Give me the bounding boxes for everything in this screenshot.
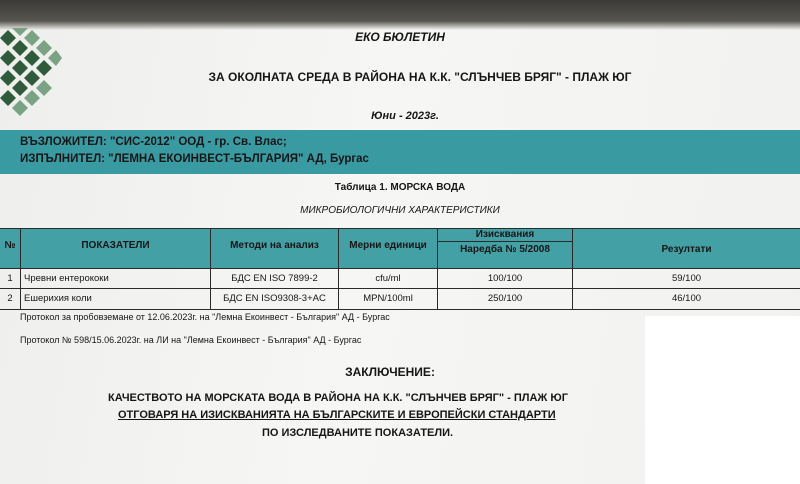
row2-method: БДС EN ISO9308-3+AC [223, 293, 326, 304]
executor-text: ИЗПЪЛНИТЕЛ: "ЛЕМНА ЕКОИНВЕСТ-БЪЛГАРИЯ" АД, Бургас [20, 153, 369, 165]
requirements-subdivider [437, 241, 572, 242]
conclusion-line-1: КАЧЕСТВОТО НА МОРСКАТА ВОДА В РАЙОНА НА К.К. "СЛЪНЧЕВ БРЯГ" - ПЛАЖ ЮГ [108, 392, 568, 404]
assignor-text: ВЪЗЛОЖИТЕЛ: "СИС-2012" ООД - гр. Св. Влас; [20, 136, 287, 148]
row2-num: 2 [7, 293, 13, 304]
header-units: Мерни единици [349, 240, 427, 251]
bulletin-subtitle: ЗА ОКОЛНАТА СРЕДА В РАЙОНА НА К.К. "СЛЪНЧЕВ БРЯГ" - ПЛАЖ ЮГ [208, 70, 632, 84]
table-border-header [0, 268, 800, 269]
blank-white-area [645, 316, 800, 484]
row1-result: 59/100 [671, 273, 702, 284]
header-requirements: Изисквания [475, 229, 535, 240]
period-label: Юни - 2023г. [371, 110, 439, 122]
conclusion-line-2: ОТГОВАРЯ НА ИЗИСКВАНИЯТА НА БЪЛГАРСКИТЕ И ЕВРОПЕЙСКИ СТАНДАРТИ [118, 409, 556, 421]
row1-method: БДС EN ISO 7899-2 [231, 273, 318, 284]
row2-indicator: Ешерихия коли [24, 293, 92, 304]
header-indicators: ПОКАЗАТЕЛИ [81, 240, 150, 251]
lab-protocol: Протокол № 598/15.06.2023г. на ЛИ на "Лемна Екоинвест - България" АД - Бургас [20, 335, 362, 345]
background-shadow [0, 0, 800, 30]
table-section-title: МИКРОБИОЛОГИЧНИ ХАРАКТЕРИСТИКИ [300, 205, 500, 216]
bulletin-title: ЕКО БЮЛЕТИН [355, 30, 445, 44]
row2-result: 46/100 [671, 293, 702, 304]
conclusion-line-3: ПО ИЗСЛЕДВАНИТЕ ПОКАЗАТЕЛИ. [262, 427, 454, 439]
eco-leaf-logo-icon [0, 28, 62, 123]
table-border-top [0, 228, 800, 229]
row2-requirement: 250/100 [487, 293, 523, 304]
row1-requirement: 100/100 [487, 273, 523, 284]
table-border-row2 [0, 309, 800, 310]
conclusion-title: ЗАКЛЮЧЕНИЕ: [345, 365, 435, 379]
table-title: Таблица 1. МОРСКА ВОДА [334, 182, 466, 193]
header-results: Резултати [661, 244, 712, 255]
row1-indicator: Чревни ентерококи [24, 273, 109, 284]
table-border-row1 [0, 288, 800, 289]
row1-num: 1 [7, 273, 13, 284]
header-num: № [4, 240, 16, 251]
sampling-protocol: Протокол за пробовземане от 12.06.2023г. на "Лемна Екоинвест - България" АД - Бургас [20, 312, 390, 322]
row2-unit: MPN/100ml [363, 293, 413, 304]
row1-unit: cfu/ml [375, 273, 401, 284]
header-methods: Методи на анализ [230, 240, 319, 251]
header-regulation: Наредба № 5/2008 [460, 244, 550, 255]
